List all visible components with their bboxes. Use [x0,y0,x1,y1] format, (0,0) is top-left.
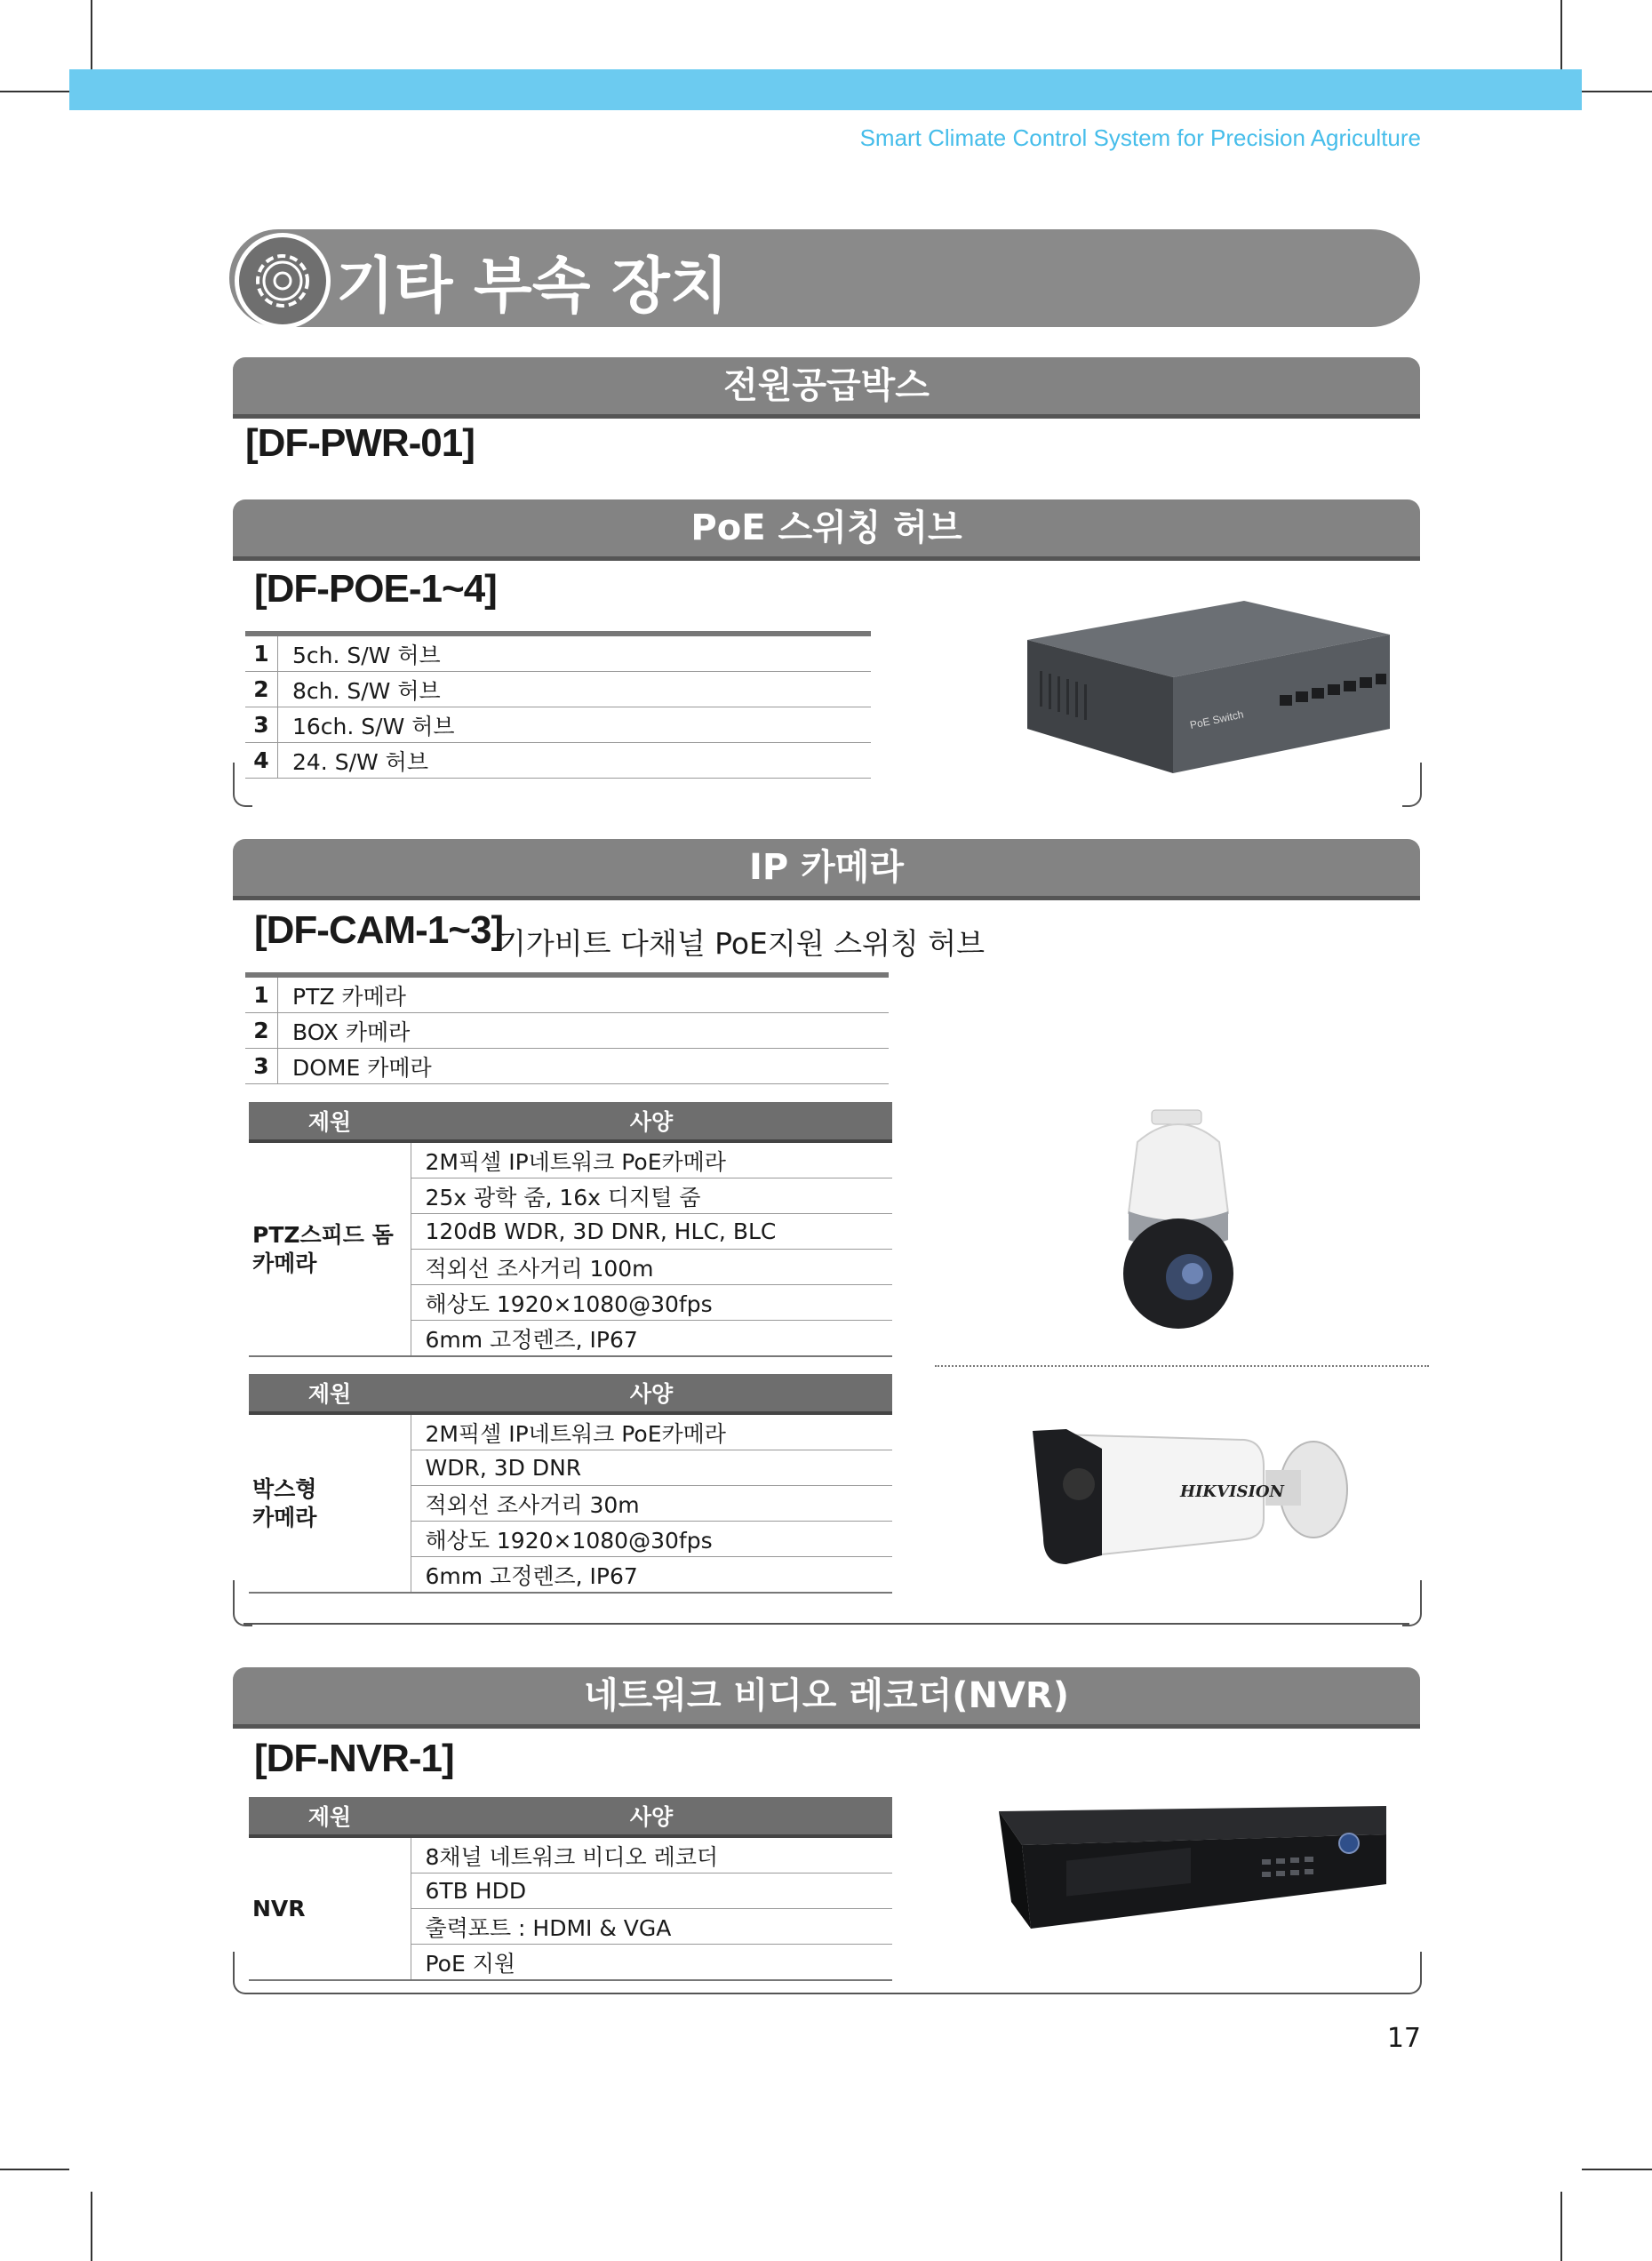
list-item: 2 BOX 카메라 [245,1013,889,1049]
table-row: 적외선 조사거리 30m [249,1486,892,1522]
section-frame-corner [1402,763,1422,807]
table-row: 해상도 1920×1080@30fps [249,1522,892,1557]
top-color-band [69,69,1582,110]
crop-mark [91,0,92,69]
table-row: PTZ스피드 돔 카메라 2M픽셀 IP네트워크 PoE카메라 [249,1141,892,1178]
crop-mark [0,2169,69,2170]
table-row: WDR, 3D DNR [249,1450,892,1486]
model-code-poe: [DF-POE-1~4] [254,567,497,611]
box-camera-image [1031,1422,1360,1573]
table-row: 출력포트 : HDMI & VGA [249,1909,892,1945]
column-header-spec: 제원 [249,1374,411,1413]
ptz-camera-image [1111,1107,1253,1338]
crop-mark [1582,2169,1652,2170]
crop-mark [1560,0,1562,69]
section-heading-camera: IP 카메라 [233,839,1420,900]
column-header-detail: 사양 [411,1797,892,1836]
list-item: 1 PTZ 카메라 [245,975,889,1013]
table-row: 6mm 고정렌즈, IP67 [249,1557,892,1594]
spec-name-ptz: PTZ스피드 돔 카메라 [249,1141,411,1356]
section-frame-corner [1402,1580,1422,1626]
ptz-spec-table [249,1102,892,1357]
list-item: 4 24. S/W 허브 [245,743,871,779]
list-item: 2 8ch. S/W 허브 [245,672,871,707]
section-frame-corner [233,1580,252,1626]
model-description-camera: 기가비트 다채널 PoE지원 스위칭 허브 [498,926,986,961]
poe-switch-label: PoE Switch [1188,707,1245,731]
spec-name-box: 박스형 카메라 [249,1413,411,1593]
table-row: 해상도 1920×1080@30fps [249,1285,892,1321]
column-header-spec: 제원 [249,1102,411,1141]
poe-item-list [245,631,871,779]
column-header-detail: 사양 [411,1374,892,1413]
list-item: 3 DOME 카메라 [245,1049,889,1084]
crop-mark [0,91,69,92]
spec-name-nvr: NVR [249,1836,411,1980]
nvr-image [995,1804,1395,1937]
header-tagline: Smart Climate Control System for Precision Agriculture [859,124,1421,151]
camera-item-list [245,972,889,1084]
model-code-nvr: [DF-NVR-1] [254,1737,454,1780]
table-row: 적외선 조사거리 100m [249,1250,892,1285]
column-header-detail: 사양 [411,1102,892,1141]
page-number: 17 [1386,2023,1421,2054]
section-heading-nvr: 네트워크 비디오 레코더(NVR) [233,1667,1420,1729]
poe-switch-image [1022,595,1395,782]
table-row: NVR 8채널 네트워크 비디오 레코더 [249,1836,892,1874]
brand-label: HIKVISION [1180,1482,1285,1501]
list-item: 3 16ch. S/W 허브 [245,707,871,743]
table-row: PoE 지원 [249,1945,892,1981]
page-title: 기타 부속 장치 [336,252,729,322]
table-row: 6mm 고정렌즈, IP67 [249,1321,892,1357]
section-frame-bottom [233,1952,1422,1994]
crop-mark [1560,2192,1562,2261]
table-row: 박스형 카메라 2M픽셀 IP네트워크 PoE카메라 [249,1413,892,1450]
table-row: 25x 광학 줌, 16x 디지털 줌 [249,1178,892,1214]
section-frame-bottom [243,1623,1409,1625]
model-code-power: [DF-PWR-01] [245,421,475,465]
section-heading-power: 전원공급박스 [233,357,1420,419]
gear-icon [235,233,331,329]
table-row: 6TB HDD [249,1874,892,1909]
crop-mark [1582,91,1652,92]
crop-mark [91,2192,92,2261]
section-heading-poe: PoE 스위칭 허브 [233,499,1420,561]
list-item: 1 5ch. S/W 허브 [245,634,871,672]
section-frame-corner [233,763,252,807]
box-spec-table [249,1374,892,1594]
table-row: 120dB WDR, 3D DNR, HLC, BLC [249,1214,892,1250]
column-header-spec: 제원 [249,1797,411,1836]
divider [935,1365,1429,1367]
model-code-camera: [DF-CAM-1~3] [254,908,504,952]
